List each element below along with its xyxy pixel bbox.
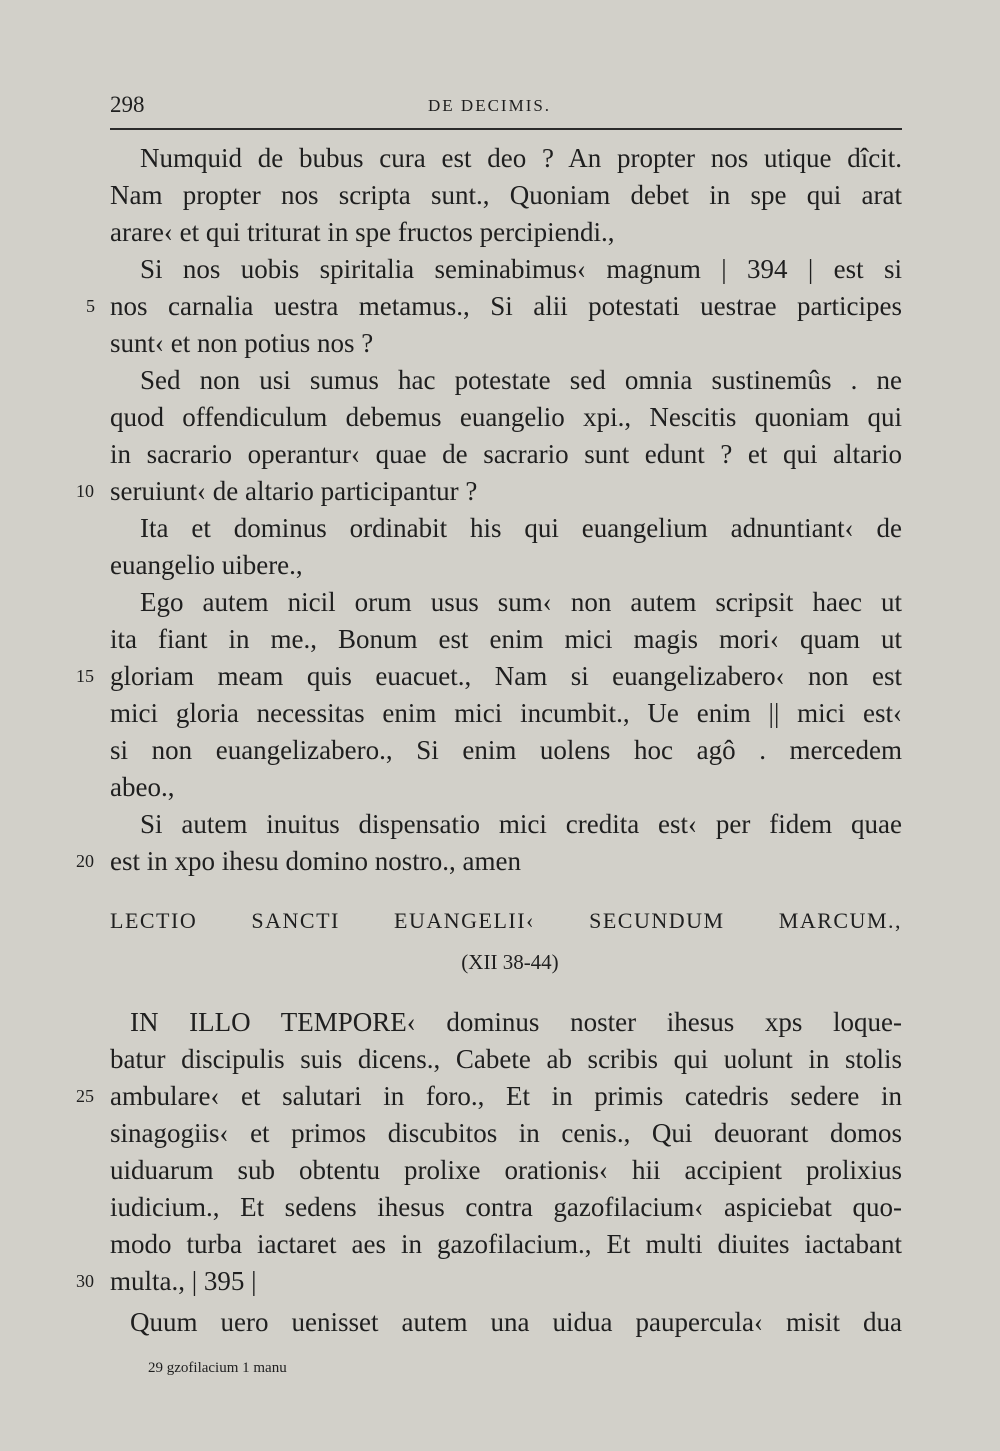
- text-line: Ego autem nicil orum usus sum‹ non autem scripsit haec ut: [140, 587, 902, 617]
- header-rule: [110, 128, 902, 130]
- text-line: IN ILLO TEMPORE‹ dominus noster ihesus xps loque-: [130, 1007, 902, 1037]
- text-line: uiduarum sub obtentu prolixe orationis‹ hii accipient prolixius: [110, 1155, 902, 1185]
- page-number: 298: [110, 92, 145, 117]
- text-line: Ita et dominus ordinabit his qui euangelium adnuntiant‹ de: [140, 513, 902, 543]
- text-line: batur discipulis suis dicens., Cabete ab scribis qui uolunt in stolis: [110, 1044, 902, 1074]
- text-line: Nam propter nos scripta sunt., Quoniam debet in spe qui arat: [110, 180, 902, 210]
- text-line: iudicium., Et sedens ihesus contra gazofilacium‹ aspiciebat quo-: [110, 1192, 902, 1222]
- text-line: multa., | 395 |: [110, 1266, 257, 1296]
- text-line: in sacrario operantur‹ quae de sacrario sunt edunt ? et qui altario: [110, 439, 902, 469]
- text-line: Quum uero uenisset autem una uidua paupercula‹ misit dua: [130, 1307, 902, 1337]
- text-line: sinagogiis‹ et primos discubitos in cenis., Qui deuorant domos: [110, 1118, 902, 1148]
- text-line: quod offendiculum debemus euangelio xpi., Nescitis quoniam qui: [110, 402, 902, 432]
- text-line: sunt‹ et non potius nos ?: [110, 328, 374, 358]
- section-reference: (XII 38-44): [461, 950, 559, 974]
- text-line: ita fiant in me., Bonum est enim mici magis mori‹ quam ut: [110, 624, 902, 654]
- text-line: gloriam meam quis euacuet., Nam si euangelizabero‹ non est: [110, 661, 902, 691]
- text-line: si non euangelizabero., Si enim uolens hoc agô . mercedem: [110, 735, 902, 765]
- line-number: 15: [76, 666, 94, 686]
- text-line: mici gloria necessitas enim mici incumbit., Ue enim || mici est‹: [110, 698, 902, 728]
- line-number: 20: [76, 851, 94, 871]
- section-heading: LECTIO SANCTI EUANGELII‹ SECUNDUM MARCUM.,: [110, 908, 902, 933]
- text-line: Numquid de bubus cura est deo ? An propter nos utique dîcit.: [140, 143, 902, 173]
- text-line: est in xpo ihesu domino nostro., amen: [110, 846, 521, 876]
- text-line: nos carnalia uestra metamus., Si alii potestati uestrae participes: [110, 291, 902, 321]
- text-line: arare‹ et qui triturat in spe fructos percipiendi.,: [110, 217, 615, 247]
- line-number: 30: [76, 1271, 94, 1291]
- footnote: 29 gzofilacium 1 manu: [148, 1360, 287, 1376]
- text-line: euangelio uibere.,: [110, 550, 303, 580]
- line-number: 10: [76, 481, 94, 501]
- line-number: 25: [76, 1086, 94, 1106]
- text-line: abeo.,: [110, 772, 175, 802]
- text-line: ambulare‹ et salutari in foro., Et in primis catedris sedere in: [110, 1081, 902, 1111]
- text-line: Sed non usi sumus hac potestate sed omnia sustinemûs . ne: [140, 365, 902, 395]
- running-head: DE DECIMIS.: [428, 96, 552, 115]
- text-line: Si nos uobis spiritalia seminabimus‹ magnum | 394 | est si: [140, 254, 902, 284]
- text-line: Si autem inuitus dispensatio mici credita est‹ per fidem quae: [140, 809, 902, 839]
- page-header: [110, 92, 900, 122]
- text-line: modo turba iactaret aes in gazofilacium., Et multi diuites iactabant: [110, 1229, 902, 1259]
- text-line: seruiunt‹ de altario participantur ?: [110, 476, 478, 506]
- line-number: 5: [86, 296, 95, 316]
